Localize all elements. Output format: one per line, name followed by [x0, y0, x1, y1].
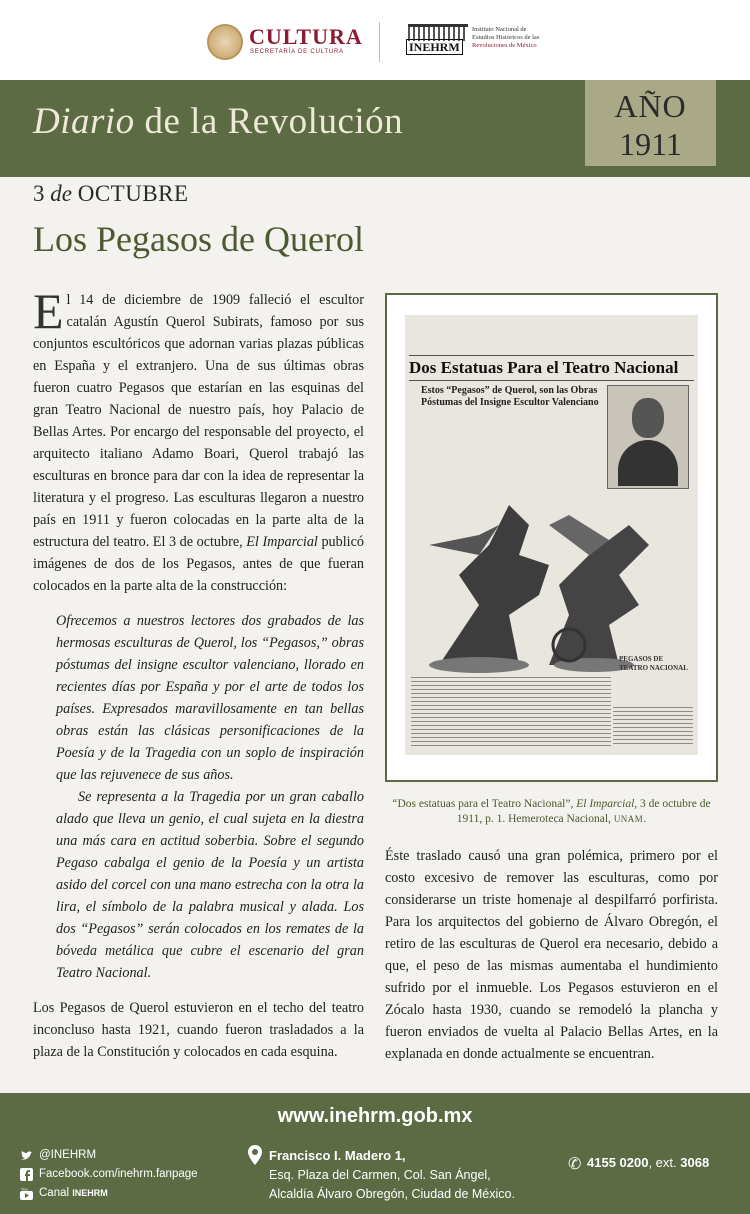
divider-line — [0, 172, 750, 177]
inehrm-description: Instituto Nacional de Estudios Históricos de las Revoluciones de México — [472, 26, 540, 49]
pegasus-statues-image — [419, 485, 669, 675]
svg-text:You: You — [21, 1187, 28, 1192]
page-title: Los Pegasos de Querol — [33, 219, 364, 259]
inehrm-wordmark: INEHRM — [406, 39, 463, 55]
youtube-link[interactable]: You Canal INEHRM — [21, 1187, 108, 1199]
year-value: 1911 — [619, 126, 682, 162]
clipping-text-columns — [411, 677, 611, 749]
clipping-subheadline: Estos “Pegasos” de Querol, son las Obras Póstumas del Insigne Escultor Valenciano — [421, 385, 599, 408]
cultura-logo[interactable] — [207, 22, 367, 66]
portrait-image — [607, 385, 689, 489]
phone-number[interactable]: 4155 0200, ext. 3068 — [587, 1155, 710, 1170]
newspaper-figure[interactable] — [385, 293, 718, 782]
logo-divider — [379, 22, 380, 62]
cultura-subtitle: SECRETARÍA DE CULTURA — [250, 49, 344, 55]
twitter-link[interactable]: @INEHRM — [20, 1146, 198, 1165]
website-link[interactable]: www.inehrm.gob.mx — [277, 1105, 473, 1127]
mexico-seal-icon — [207, 24, 243, 60]
clipping-label: PEGASOS DE TEATRO NACIONAL — [619, 655, 688, 672]
banner-title: Diario de la Revolución — [33, 101, 404, 142]
drop-cap: E — [33, 283, 64, 339]
phone-icon: ✆ — [568, 1156, 582, 1173]
logo-bar — [0, 0, 750, 80]
clipping-headline: Dos Estatuas Para el Teatro Nacional — [409, 355, 694, 381]
youtube-icon — [20, 1187, 33, 1200]
social-links — [20, 1146, 198, 1203]
article-date: 3 de OCTUBRE — [33, 181, 189, 206]
portrait-body — [618, 440, 678, 486]
facebook-icon — [20, 1168, 33, 1181]
year-box — [585, 80, 722, 166]
location-pin-icon — [248, 1145, 262, 1165]
newspaper-clipping — [405, 315, 698, 755]
article-paragraph-2: Los Pegasos de Querol estuvieron en el techo del teatro inconcluso hasta 1921, cuando fueron trasladados a la plaza de la Constitución y colocados en cada esquina. — [33, 1000, 364, 1060]
inehrm-logo[interactable] — [404, 22, 564, 62]
clipping-text-columns-right — [613, 707, 693, 747]
portrait-head — [632, 398, 664, 438]
footer — [0, 1093, 750, 1214]
quote-paragraph-2: Se representa a la Tragedia por un gran caballo alado que lleva un genio, el cual sujeta en la diestra una más cara en actitud soberbia. Sobre el segundo Pegaso cabalga el genio de la Poesía y un artista asido del corcel con una mano estrecha con la otra la lira, el símbolo de la palabra musical y alada. Los dos “Pegasos” serán colocados en los remates de la bóveda metálica que cubre el escenario del gran Teatro Nacional. — [56, 789, 364, 981]
block-quote — [56, 610, 364, 984]
figure-caption: “Dos estatuas para el Teatro Nacional”, El Imparcial, 3 de octubre de 1911, p. 1. Hemeroteca Nacional, UNAM. — [392, 798, 711, 825]
address: Francisco I. Madero 1, Esq. Plaza del Carmen, Col. San Ángel, Alcaldía Álvaro Obregón, Ciudad de México. — [269, 1148, 515, 1201]
twitter-icon — [20, 1149, 33, 1162]
facebook-link[interactable]: Facebook.com/inehrm.fanpage — [20, 1165, 198, 1184]
quote-paragraph-1: Ofrecemos a nuestros lectores dos grabados de las hermosas esculturas de Querol, los “Pegasos,” obras póstumas del insigne escultor valenciano, llorado en recientes días por España y por el arte de todos los países. Expresados maravillosamente en tan bellas obras están las clásicas personificaciones de la Poesía y de la Tragedia con un soplo de inspiración que las rejuvenece de sus años. — [56, 613, 364, 783]
year-label: AÑO — [614, 88, 687, 124]
article-intro: El 14 de diciembre de 1909 falleció el escultor catalán Agustín Querol Subirats, famoso por sus conjuntos escultóricos que adornan varias plazas públicas en España y el extranjero. Una de sus últimas obras fueron cuatro Pegasos que estarían en las esquinas del gran Teatro Nacional de nuestro país, hoy Palacio de Bellas Artes. Por encargo del responsable del proyecto, el arquitecto italiano Adamo Boari, Querol trabajó las esculturas en bronce para dar con la idea de representar la literatura y el progreso. Las esculturas llegaron a nuestro país en 1911 y fueron colocadas en la parte alta de la estructura del teatro. El 3 de octubre, El Imparcial publicó imágenes de dos de los Pegasos, antes de que fueran colocados en la parte alta de la construcción: — [33, 283, 364, 594]
cultura-name: CULTURA — [249, 24, 363, 49]
article-paragraph-3: Éste traslado causó una gran polémica, primero por el costo excesivo de remover las esculturas, como por considerarse un triste homenaje al despilfarró porfirista. Para los arquitectos del gobierno de Álvaro Obregón, el retiro de las esculturas de Querol era necesario, debido a que, el peso de las mismas aumentaba el hundimiento sufrido por el inmueble. Los Pegasos estuvieron en el Zócalo hasta 1930, cuando se remodeló la plancha y fueron enviados de vuelta al Palacio Bellas Artes, en la explanada en donde actualmente se encuentran. — [385, 848, 718, 1062]
